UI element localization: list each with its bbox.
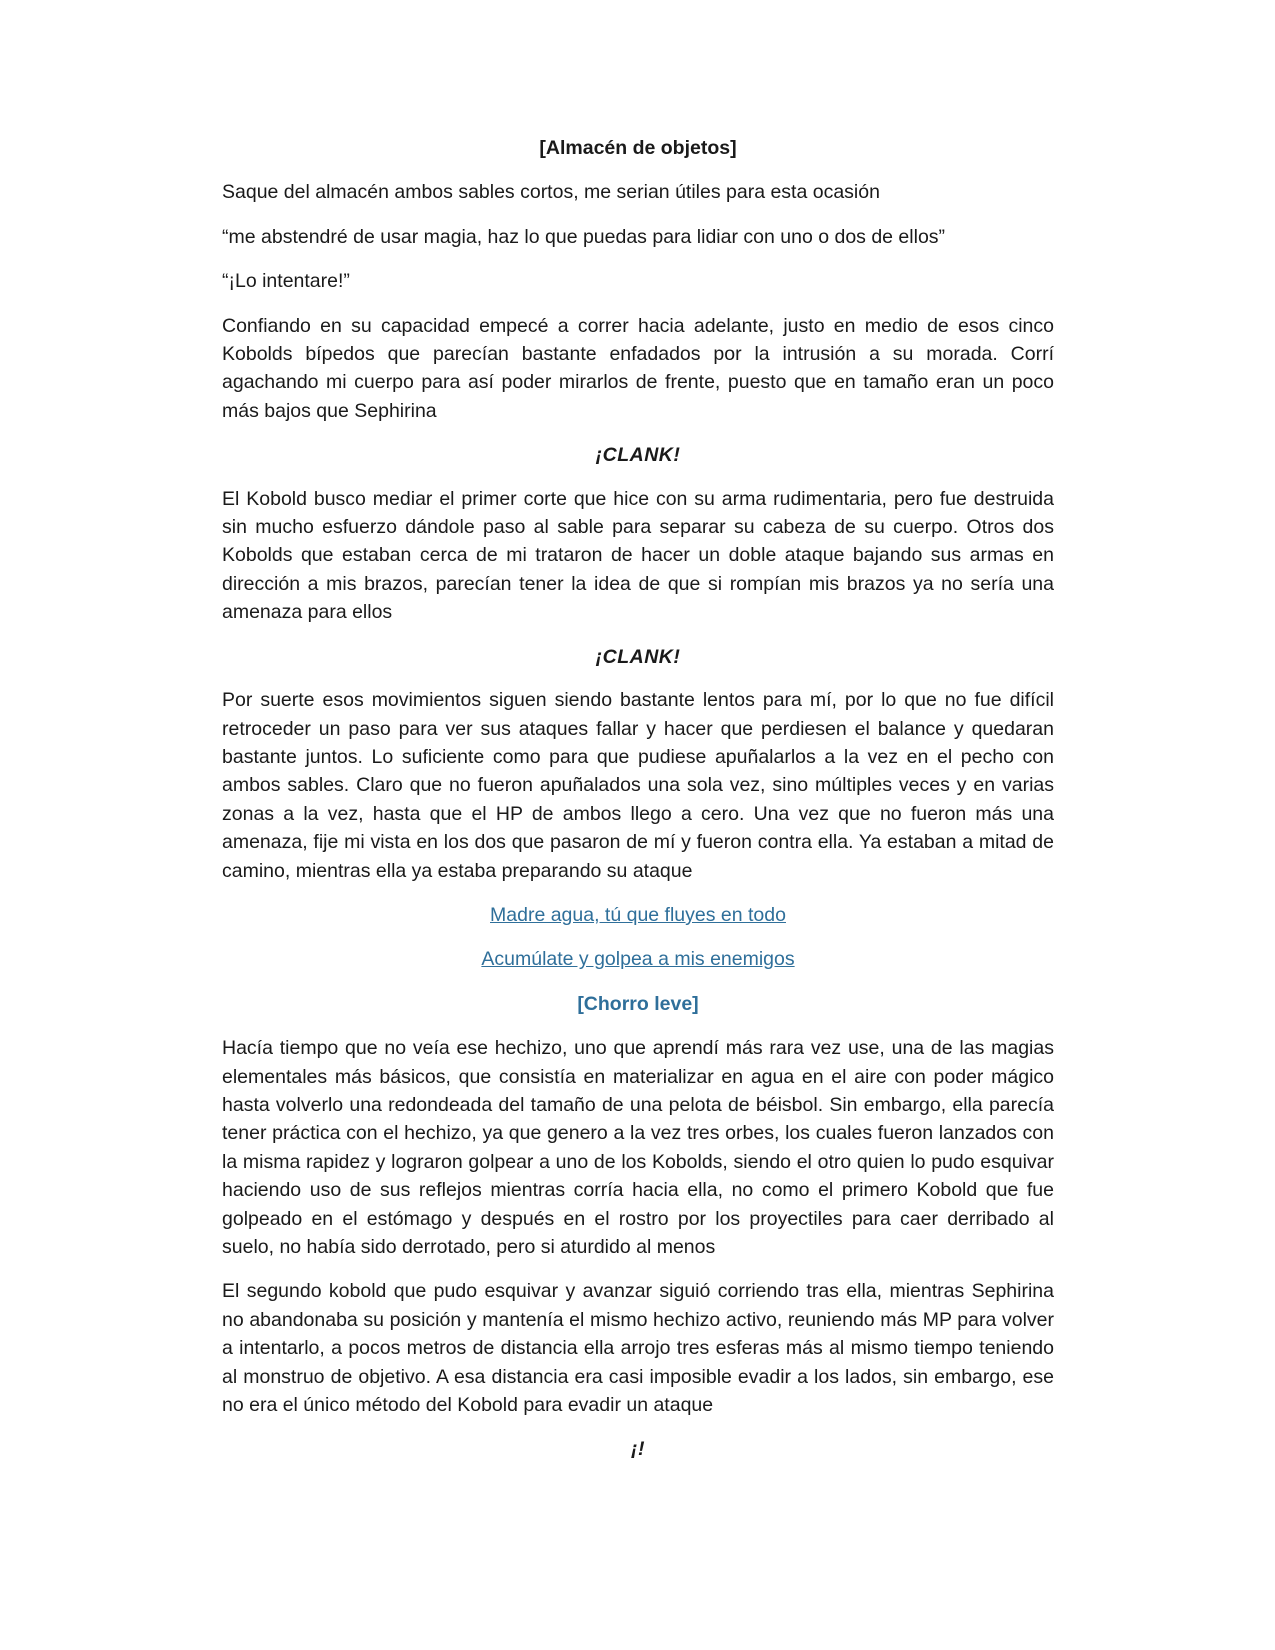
document-page	[222, 134, 1054, 1479]
spell-line-1-wrapper	[222, 901, 1054, 929]
sound-effect-3: ¡!	[631, 1438, 645, 1461]
spell-line-2-wrapper	[222, 945, 1054, 973]
sound-effect-2: ¡CLANK!	[595, 645, 681, 668]
dialogue-2: “¡Lo intentare!”	[222, 270, 350, 293]
paragraph-2: Confiando en su capacidad empecé a correr hacia adelante, justo en medio de esos cinco Kobolds bípedos que parecían bastante enfadados por la intrusión a su morada. Corrí agachando mi cuerpo para así poder mirarlos de frente, puesto que en tamaño eran un poco más bajos que Sephirina	[222, 314, 1054, 422]
paragraph-3: El Kobold busco mediar el primer corte que hice con su arma rudimentaria, pero fue destruida sin mucho esfuerzo dándole paso al sable para separar su cabeza de su cuerpo. Otros dos Kobolds que estaban cerca de mi trataron de hacer un doble ataque bajando sus armas en dirección a mis brazos, parecían tener la idea de que si rompían mis brazos ya no sería una amenaza para ellos	[222, 487, 1054, 624]
dialogue-1: “me abstendré de usar magia, haz lo que puedas para lidiar con uno o dos de ellos”	[222, 225, 946, 248]
sound-effect-1: ¡CLANK!	[595, 444, 681, 467]
spell-name: [Chorro leve]	[577, 992, 699, 1015]
paragraph-6: El segundo kobold que pudo esquivar y avanzar siguió corriendo tras ella, mientras Sephirina no abandonaba su posición y mantenía el mismo hechizo activo, reuniendo más MP para volver a intentarlo, a pocos metros de distancia ella arrojo tres esferas más al mismo tiempo teniendo al monstruo de objetivo. A esa distancia era casi imposible evadir a los lados, sin embargo, ese no era el único método del Kobold para evadir un ataque	[222, 1280, 1054, 1417]
spell-line-2[interactable]: Acumúlate y golpea a mis enemigos	[481, 948, 795, 971]
section-heading: [Almacén de objetos]	[539, 137, 737, 159]
paragraph-4: Por suerte esos movimientos siguen siendo bastante lentos para mí, por lo que no fue difícil retroceder un paso para ver sus ataques fallar y hacer que perdiesen el balance y quedaran bastante juntos. Lo suficiente como para que pudiese apuñalarlos a la vez en el pecho con ambos sables. Claro que no fueron apuñalados una sola vez, sino múltiples veces y en varias zonas a la vez, hasta que el HP de ambos llego a cero. Una vez que no fueron más una amenaza, fije mi vista en los dos que pasaron de mí y fueron contra ella. Ya estaban a mitad de camino, mientras ella ya estaba preparando su ataque	[222, 689, 1054, 882]
spell-line-1[interactable]: Madre agua, tú que fluyes en todo	[490, 903, 786, 926]
paragraph-5: Hacía tiempo que no veía ese hechizo, uno que aprendí más rara vez use, una de las magias elementales más básicos, que consistía en materializar en agua en el aire con poder mágico hasta volverlo una redondeada del tamaño de una pelota de béisbol. Sin embargo, ella parecía tener práctica con el hechizo, ya que genero a la vez tres orbes, los cuales fueron lanzados con la misma rapidez y lograron golpear a uno de los Kobolds, siendo el otro quien lo pudo esquivar haciendo uso de sus reflejos mientras corría hacia ella, no como el primero Kobold que fue golpeado en el estómago y después en el rostro por los proyectiles para caer derribado al suelo, no había sido derrotado, pero si aturdido al menos	[222, 1037, 1054, 1258]
paragraph-1: Saque del almacén ambos sables cortos, me serian útiles para esta ocasión	[222, 181, 880, 204]
